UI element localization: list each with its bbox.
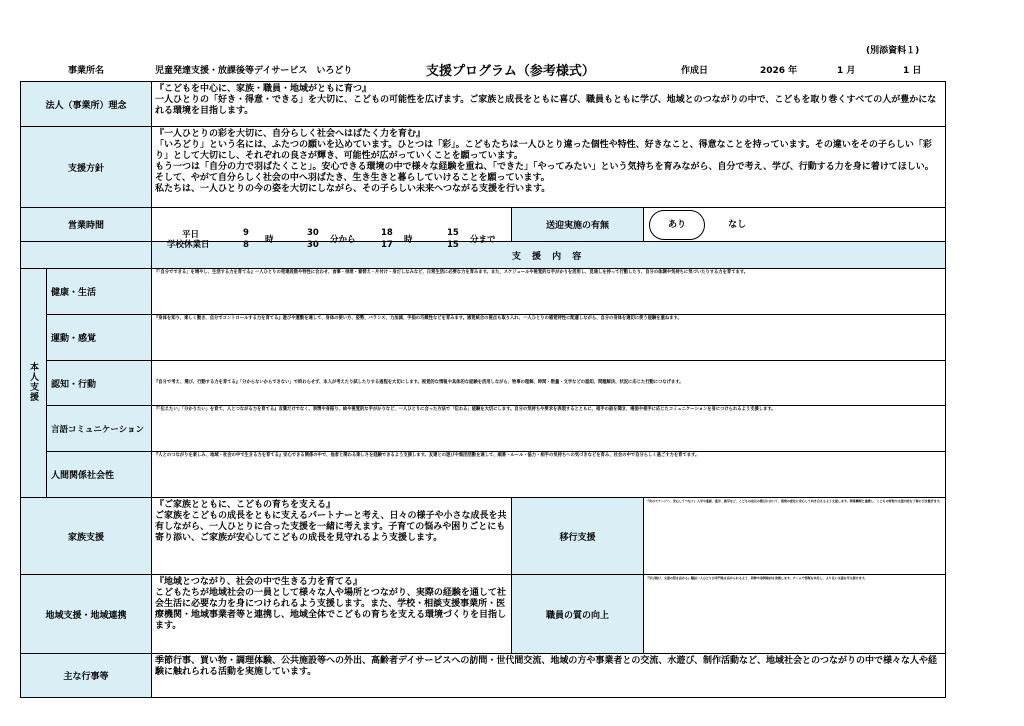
support-row-text: 『身体を知り、楽しく動き、自分でコントロールする力を育てる』遊びや運動を通して、身体の使い方、姿勢、バランス、力加減、手指の巧緻性などを育みます。感覚統合の視点も取り入れ、一人ひとりの感覚特性に配慮しながら、自分の身体を適切に使う経験を重ねます。: [152, 315, 946, 361]
support-row-label: 運動・感覚: [47, 315, 152, 361]
weekday-end-hour: 18: [381, 227, 393, 238]
page-title: 支援プログラム（参考様式）: [426, 64, 595, 79]
main-support-label-cell: [21, 269, 47, 498]
hours-label: 営業時間: [21, 208, 152, 242]
weekday-start-min: 30: [307, 227, 319, 238]
support-row-text: 『「伝えたい」「分かりたい」を育て、人とつながる力を育てる』言葉だけでなく、表情や身振り、絵や視覚的な手がかりなど、一人ひとりに合った方法で「伝わる」経験を大切にします。自分の気持ちや要求を表現するとともに、相手の話を聞き、場面や相手に応じたコミュニケーションを身につけられるよう支援します。: [152, 406, 946, 452]
family-text: 『ご家族とともに、こどもの育ちを支える』 ご家族をこどもの成長をともに支えるパートナーと考え、日々の様子や小さな成長を共有しながら、一人ひとりに合った支援を一緒に考えます。子育ての悩みや困りごとにも寄り添い、ご家族が安心してこどもの成長を見守れるよう支援します。: [152, 498, 512, 575]
until-label: 分まで: [470, 234, 496, 245]
weekday-label: 平日: [182, 229, 200, 240]
weekday-end-min: 15: [447, 227, 459, 238]
support-row-label: 言語コミュニケーション: [47, 406, 152, 452]
holiday-start-min: 30: [307, 239, 319, 250]
philosophy-text: 『こどもを中心に、家族・職員・地域がともに育つ』 一人ひとりの「好き・得意・できる」を大切に、こどもの可能性を広げます。ご家族と成長をともに喜び、職員もともに学び、地域とのつながりの中で、こどもを取り巻くすべての人が豊かになれる環境を目指します。: [152, 82, 946, 127]
main-support-label: 本人支援: [28, 361, 38, 402]
weekday-start-hour: 9: [243, 227, 249, 238]
transport-label: 送迎実施の有無: [512, 208, 644, 242]
from-label: 分から: [330, 234, 356, 245]
transport-cell: [644, 208, 946, 242]
policy-text: 『一人ひとりの彩を大切に、自分らしく社会へはばたく力を育む』 「いろどり」という名には、ふたつの願いを込めています。ひとつは「彩」。こどもたちは一人ひとり違った個性や特性、好きなこと、得意なことを持っています。その違いをその子らしい「彩り」として大切にし、それぞれの良さが輝き、可能性が広がっていくことを願っています。 もう一つは「自分の力で羽ばたくこと」。安心できる環境の中で様々な経験を重ね、「できた」「やってみたい」という気持ちを育みながら、自分で考え、学び、行動する力を身に着けてほしい。そして、やがて自分らしく社会の中へ羽ばたき、生き生きと暮らしていけることを願っています。 私たちは、一人ひとりの今の姿を大切にしながら、その子らしい未来へつながる支援を行います。: [152, 127, 946, 208]
community-text: 『地域とつながり、社会の中で生きる力を育てる』 こどもたちが地域社会の一員として様々な人や場所とつながり、実際の経験を通して社会生活に必要な力を身につけられるよう支援します。また、学校・相談支援事業所・医療機関・地域事業者等と連携し、地域全体でこどもの育ちを支える環境づくりを目指します。: [152, 575, 512, 654]
transition-label: 移行支援: [512, 498, 644, 575]
facility-name: 児童発達支援・放課後等デイサービス いろどり: [155, 66, 353, 76]
support-header: 支 援 内 容: [152, 242, 946, 269]
attachment-label: (別添資料１): [866, 46, 920, 56]
events-text: 季節行事、買い物・調理体験、公共施設等への外出、高齢者デイサービスへの訪問・世代間交流、地域の方や事業者との交流、水遊び、制作活動など、地域社会とのつながりの中で様々な人や経験に触れられる活動を実施しています。: [152, 654, 946, 698]
transition-text: 『次のステージへ、安心してつなぐ』入学や進級、進学、就学など、こどもの成長の節目において、環境の変化に安心して向き合えるよう支援します。関係機関と連携し、こどもの特性や支援内容を丁寧に引き継ぎます。: [644, 498, 946, 575]
facility-label: 事業所名: [68, 66, 105, 76]
support-row-text: 『「自分でできる」を増やし、生活する力を育てる』一人ひとりの発達段階や特性に合わせ、食事・排泄・着替え・片付け・身だしなみなど、日常生活に必要な力を育みます。また、スケジュールや視覚的な手がかりを活用し、見通しを持って行動したり、自分の体調や気持ちに気づいたりする力を育てます。: [152, 269, 946, 315]
hour-unit-2: 時: [404, 234, 413, 245]
created-day: 1 日: [903, 66, 922, 76]
holiday-end-hour: 17: [381, 239, 393, 250]
support-row-label: 健康・生活: [47, 269, 152, 315]
support-row-text: 『人とのつながりを楽しみ、地域・社会の中で生きる力を育てる』安心できる関係の中で、他者と関わる楽しさを経験できるよう支援します。友達との遊びや集団活動を通して、順番・ルール・協力・相手の気持ちへの気づきなどを育み、社会の中で自分らしく過ごす力を育てます。: [152, 452, 946, 498]
hours-cell: [152, 208, 512, 250]
support-row-label: 人間関係社会性: [47, 452, 152, 498]
transport-yes: あり: [649, 210, 705, 240]
holiday-end-min: 15: [447, 239, 459, 250]
community-label: 地域支援・地域連携: [21, 575, 152, 654]
created-label: 作成日: [681, 66, 709, 76]
created-year: 2026 年: [760, 66, 798, 76]
events-label: 主な行事等: [21, 654, 152, 698]
family-label: 家族支援: [21, 498, 152, 575]
staff-label: 職員の質の向上: [512, 575, 644, 654]
support-header-blank: [21, 242, 152, 269]
support-row-text: 『自分で考え、選び、行動する力を育てる』「分からないからできない」で終わらせず、本人が考えたり試したりする過程を大切にします。視覚的な情報や具体的な経験を活用しながら、物事の理解、時間・数量・文字などの認知、問題解決、状況に応じた行動につなげます。: [152, 361, 946, 406]
philosophy-label: 法人（事業所）理念: [21, 82, 152, 127]
transport-no: なし: [728, 219, 747, 230]
created-month: 1 月: [837, 66, 856, 76]
holiday-label: 学校休業日: [167, 239, 210, 250]
support-program-table: [20, 81, 946, 698]
holiday-start-hour: 8: [243, 239, 249, 250]
policy-label: 支援方針: [21, 127, 152, 208]
support-row-label: 認知・行動: [47, 361, 152, 406]
staff-text: 『学び続け、支援の質を高める』職員一人ひとりが専門性を高められるよう、研修や事例検討を実施します。チームで情報を共有し、より良い支援を考え続けます。: [644, 575, 946, 654]
hour-unit-1: 時: [265, 234, 274, 245]
